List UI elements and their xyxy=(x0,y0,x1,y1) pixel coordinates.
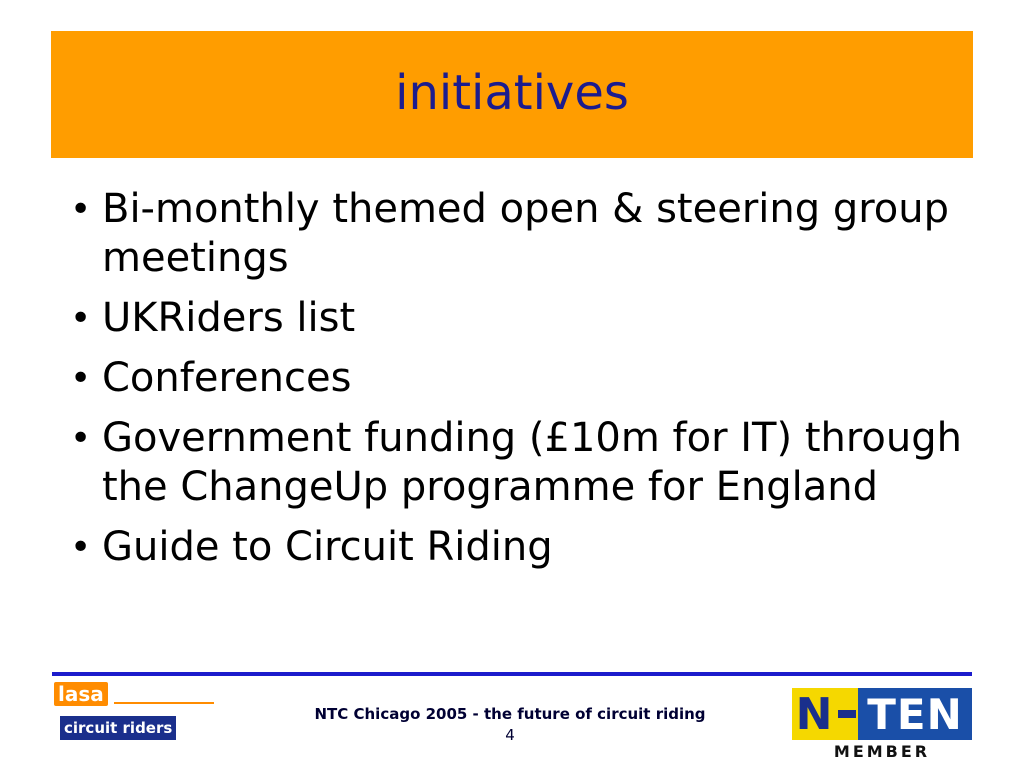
lasa-logo-word: lasa xyxy=(54,682,108,706)
bullet-list xyxy=(62,185,962,583)
bullet-item xyxy=(62,523,962,572)
bullet-text: Government funding (£10m for IT) through the ChangeUp programme for England xyxy=(102,415,962,510)
bullet-text: Conferences xyxy=(102,355,352,401)
bullet-item xyxy=(62,414,962,512)
nten-logo-ten: TEN xyxy=(858,688,972,740)
bullet-item xyxy=(62,185,962,283)
bullet-text: UKRiders list xyxy=(102,295,356,341)
bullet-text: Guide to Circuit Riding xyxy=(102,524,553,570)
slide-title: initiatives xyxy=(395,64,629,121)
footer-caption: NTC Chicago 2005 - the future of circuit riding xyxy=(314,705,706,723)
page-number: 4 xyxy=(505,726,515,744)
bullet-icon: • xyxy=(70,527,92,568)
bullet-item xyxy=(62,354,962,403)
nten-member-label: MEMBER xyxy=(833,742,931,761)
nten-logo-box xyxy=(792,688,972,740)
bullet-text: Bi-monthly themed open & steering group meetings xyxy=(102,186,950,281)
nten-member-logo xyxy=(792,688,972,764)
title-bar xyxy=(51,31,973,158)
lasa-logo-line xyxy=(114,702,214,704)
footer-divider xyxy=(52,672,972,676)
circuit-riders-logo-word: circuit riders xyxy=(60,716,176,740)
lasa-circuit-riders-logo xyxy=(52,680,222,748)
nten-logo-n: N xyxy=(792,688,836,740)
bullet-icon: • xyxy=(70,358,92,399)
bullet-icon: • xyxy=(70,418,92,459)
bullet-item xyxy=(62,294,962,343)
bullet-icon: • xyxy=(70,189,92,230)
bullet-icon: • xyxy=(70,298,92,339)
nten-logo-dash xyxy=(836,688,858,740)
